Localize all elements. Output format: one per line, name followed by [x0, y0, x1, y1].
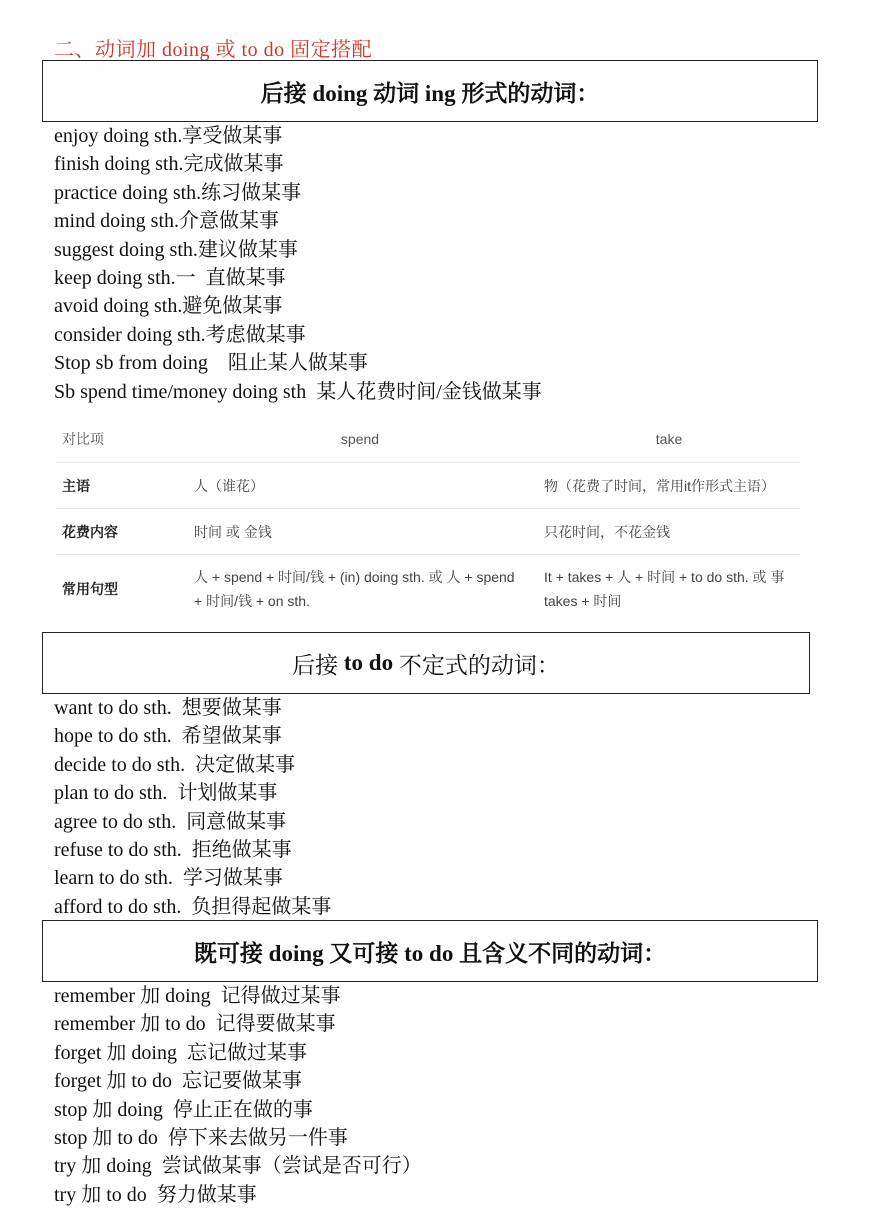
list-item: want to do sth. 想要做某事 — [54, 697, 282, 719]
table-cell: 时间 或 金钱 — [194, 523, 272, 540]
table-header-cell: spend — [340, 431, 380, 447]
both-forms-verbs-list — [54, 982, 422, 1209]
table-row-label: 主语 — [62, 477, 90, 494]
to-do-verbs-title-suffix: 不定式的动词： — [393, 652, 560, 678]
list-item: stop 加 doing 停止正在做的事 — [54, 1098, 313, 1121]
list-item: Stop sb from doing 阻止某人做某事 — [54, 352, 368, 375]
table-cell: 只花时间，不花金钱 — [544, 523, 670, 540]
to-do-verbs-title-prefix: 后接 — [292, 652, 344, 678]
to-do-verbs-list — [54, 694, 331, 921]
table-row — [56, 463, 800, 509]
to-do-verbs-title-keyword: to do — [343, 650, 394, 675]
table-header-row — [56, 416, 800, 463]
table-row — [56, 509, 800, 555]
spend-take-comparison-table — [56, 416, 800, 623]
list-item: forget 加 to do 忘记要做某事 — [54, 1070, 302, 1093]
table-cell: 物（花费了时间，常用it作形式主语） — [544, 477, 775, 494]
doing-verbs-title-box — [42, 60, 818, 122]
both-forms-verbs-title: 既可接 doing 又可接 to do 且含义不同的动词： — [193, 940, 667, 966]
table-row-label: 花费内容 — [62, 523, 118, 540]
list-item: remember 加 doing 记得做过某事 — [54, 985, 341, 1007]
list-item: try 加 to do 努力做某事 — [54, 1183, 257, 1206]
table-header-cell: take — [655, 431, 683, 447]
list-item: suggest doing sth.建议做某事 — [54, 238, 298, 261]
list-item: forget 加 doing 忘记做过某事 — [54, 1041, 307, 1064]
list-item: learn to do sth. 学习做某事 — [54, 867, 283, 890]
section-heading: 二、动词加 doing 或 to do 固定搭配 — [54, 39, 373, 61]
table-cell: It + takes + 人 + 时间 + to do sth. 或 事 takes + 时间 — [544, 569, 785, 609]
list-item: finish doing sth.完成做某事 — [54, 153, 284, 176]
list-item: avoid doing sth.避免做某事 — [54, 295, 283, 318]
list-item: remember 加 to do 记得要做某事 — [54, 1013, 336, 1036]
table-cell: 人（谁花） — [194, 477, 264, 494]
list-item: agree to do sth. 同意做某事 — [54, 810, 287, 833]
table-cell: 人 + spend + 时间/钱 + (in) doing sth. 或 人 + spend + 时间/钱 + on sth. — [194, 569, 515, 609]
list-item: refuse to do sth. 拒绝做某事 — [54, 838, 292, 861]
table-row-label: 常用句型 — [62, 581, 118, 597]
table-header-cell: 对比项 — [62, 431, 104, 447]
doing-verbs-list — [54, 122, 542, 406]
list-item: decide to do sth. 决定做某事 — [54, 753, 296, 776]
both-forms-verbs-title-box — [42, 920, 818, 982]
list-item: try 加 doing 尝试做某事（尝试是否可行） — [54, 1155, 422, 1178]
list-item: enjoy doing sth.享受做某事 — [54, 125, 283, 147]
list-item: keep doing sth.一 直做某事 — [54, 266, 286, 289]
list-item: practice doing sth.练习做某事 — [54, 181, 302, 204]
doing-verbs-title: 后接 doing 动词 ing 形式的动词： — [260, 80, 600, 106]
list-item: Sb spend time/money doing sth 某人花费时间/金钱做某事 — [54, 380, 542, 403]
list-item: mind doing sth.介意做某事 — [54, 210, 280, 233]
list-item: plan to do sth. 计划做某事 — [54, 782, 278, 805]
table-row — [56, 555, 800, 623]
list-item: afford to do sth. 负担得起做某事 — [54, 895, 332, 918]
list-item: consider doing sth.考虑做某事 — [54, 323, 306, 346]
list-item: hope to do sth. 希望做某事 — [54, 725, 282, 748]
to-do-verbs-title-box — [42, 632, 810, 694]
list-item: stop 加 to do 停下来去做另一件事 — [54, 1126, 348, 1149]
